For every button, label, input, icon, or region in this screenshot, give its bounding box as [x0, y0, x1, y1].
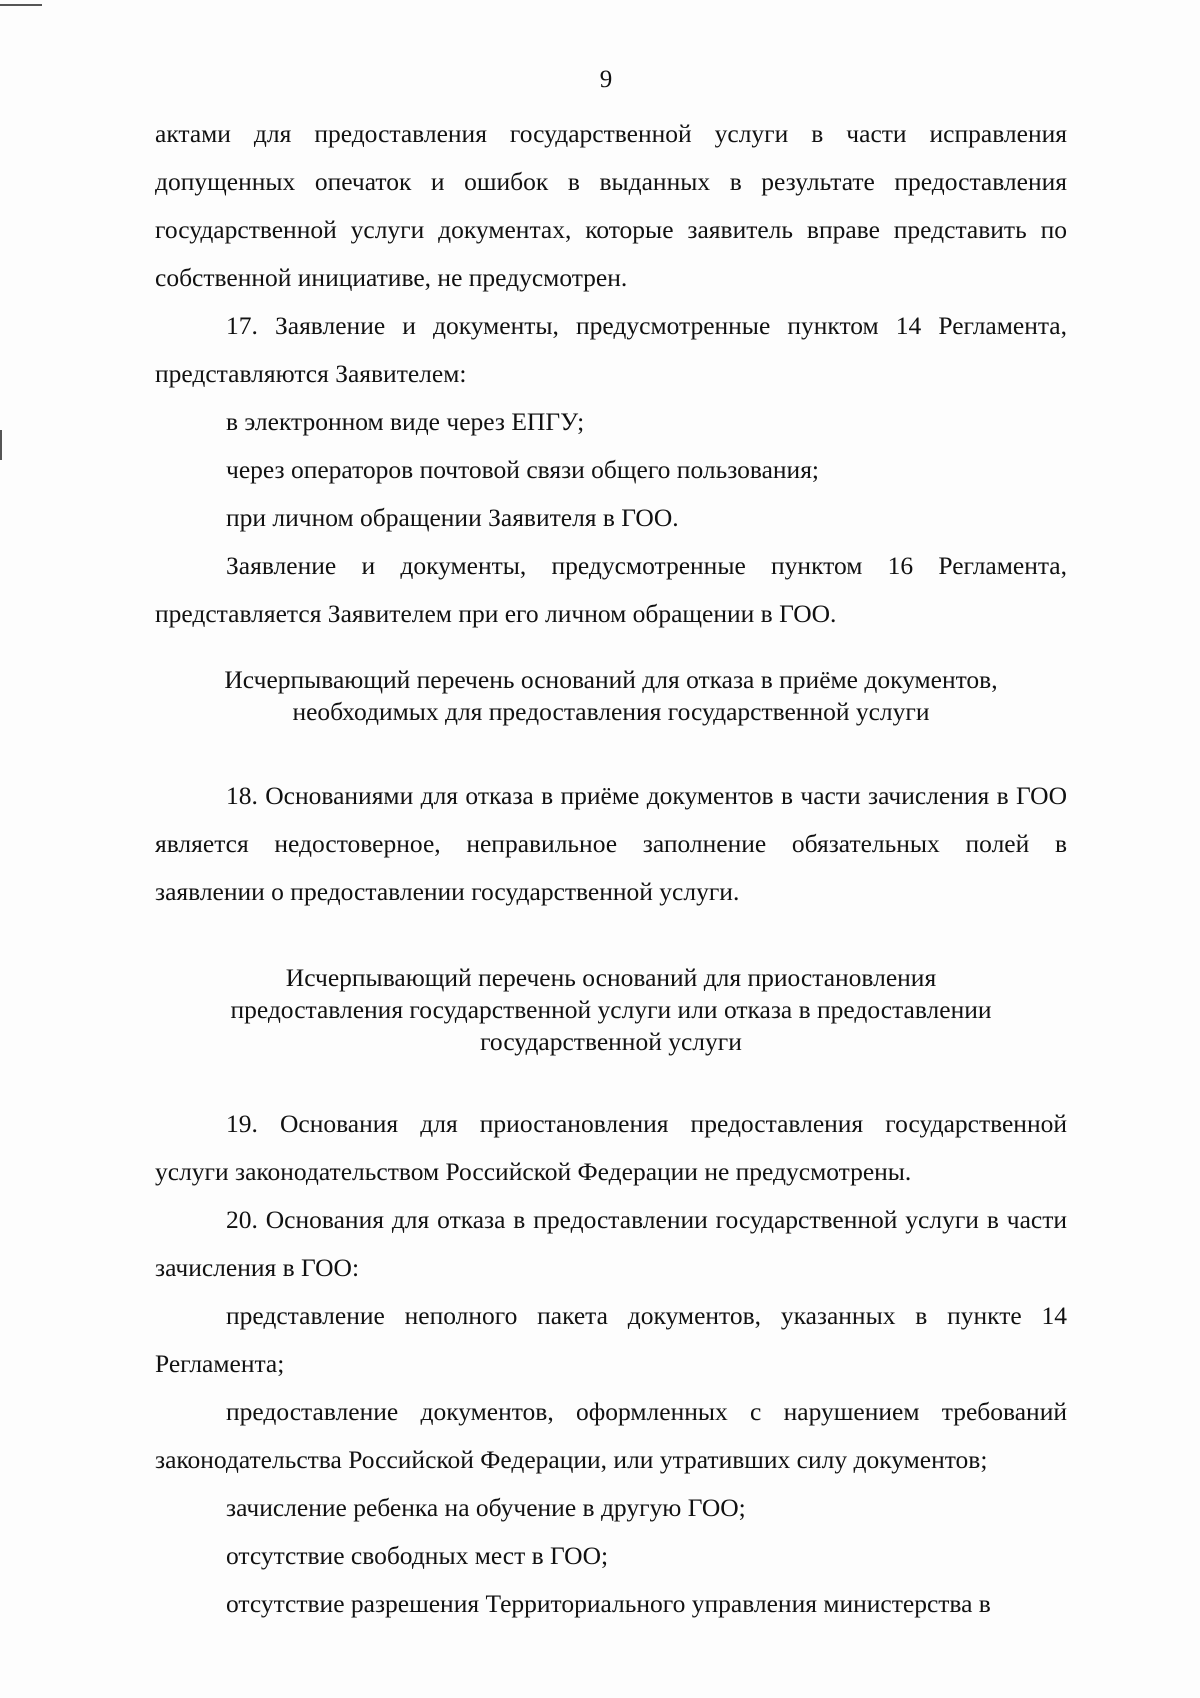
list-item-no-permission: отсутствие разрешения Территориального управления министерства в: [226, 1589, 991, 1618]
list-item-violations: предоставление документов, оформленных с нарушением требований законодательства Российской Федерации, или утративших силу документов;: [155, 1397, 1067, 1474]
heading-line: государственной услуги: [480, 1027, 742, 1056]
body-block-2: [155, 772, 1067, 916]
section-heading-refusal-acceptance: [155, 664, 1067, 728]
list-item-personal: при личном обращении Заявителя в ГОО.: [226, 503, 679, 532]
body-block-1: [155, 110, 1067, 638]
list-item-epgu: в электронном виде через ЕПГУ;: [226, 407, 585, 436]
list-item-post: через операторов почтовой связи общего пользования;: [226, 455, 820, 484]
scan-artifact-top-left: [0, 4, 42, 6]
paragraph-18: 18. Основаниями для отказа в приёме документов в части зачисления в ГОО является недостоверное, неправильное заполнение обязательных полей в заявлении о предоставлении государственной услуги.: [155, 781, 1067, 906]
list-item-incomplete-package: представление неполного пакета документов, указанных в пункте 14 Регламента;: [155, 1301, 1067, 1378]
body-block-3: [155, 1100, 1067, 1628]
heading-line: Исчерпывающий перечень оснований для приостановления: [285, 963, 937, 992]
scan-artifact-left-edge: [0, 430, 2, 460]
heading-line: необходимых для предоставления государственной услуги: [292, 697, 930, 726]
list-item-no-places: отсутствие свободных мест в ГОО;: [226, 1541, 609, 1570]
page-number: 9: [599, 66, 613, 93]
paragraph-17: 17. Заявление и документы, предусмотренные пунктом 14 Регламента, представляются Заявителем:: [155, 311, 1067, 388]
heading-line: Исчерпывающий перечень оснований для отказа в приёме документов,: [224, 665, 998, 694]
paragraph-20: 20. Основания для отказа в предоставлении государственной услуги в части зачисления в ГОО:: [155, 1205, 1067, 1282]
section-heading-suspension-refusal: [155, 962, 1067, 1058]
list-item-other-goo: зачисление ребенка на обучение в другую ГОО;: [226, 1493, 746, 1522]
paragraph-point-16: Заявление и документы, предусмотренные пунктом 16 Регламента, представляется Заявителем при его личном обращении в ГОО.: [155, 551, 1067, 628]
paragraph-19: 19. Основания для приостановления предоставления государственной услуги законодательством Российской Федерации не предусмотрены.: [155, 1109, 1067, 1186]
paragraph-continuation: актами для предоставления государственной услуги в части исправления допущенных опечаток и ошибок в выданных в результате предоставления государственной услуги документах, которые заявитель вправе представить по собственной инициативе, не предусмотрен.: [155, 119, 1067, 292]
heading-line: предоставления государственной услуги или отказа в предоставлении: [230, 995, 992, 1024]
